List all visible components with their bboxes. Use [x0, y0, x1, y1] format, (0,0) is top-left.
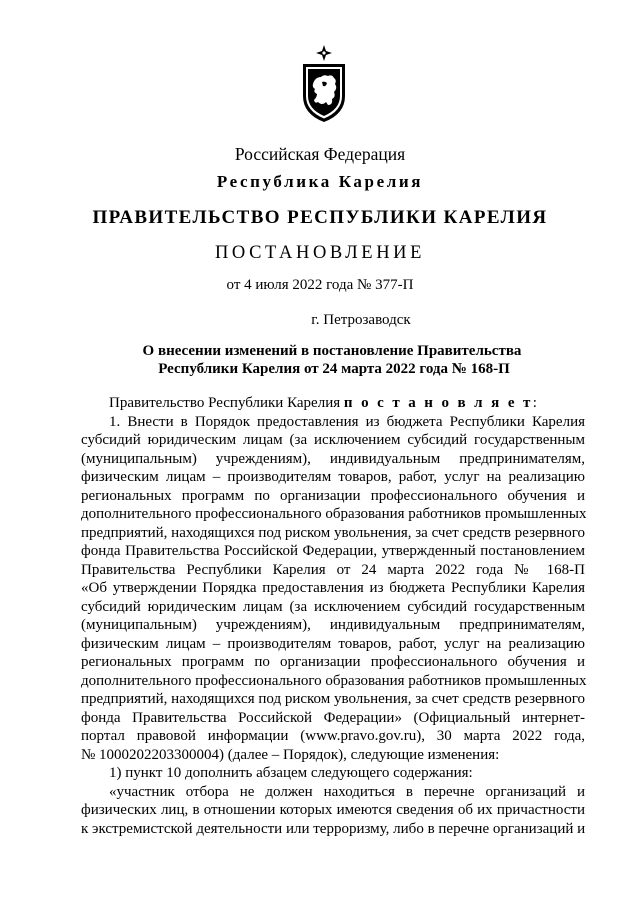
body-line: (муниципальным) учреждениям), индивидуальным предпринимателям, [81, 450, 585, 467]
subject-line-1: О внесении изменений в постановление Правительства [142, 343, 522, 359]
karelia-coat-of-arms-icon [299, 44, 349, 124]
body-line: 1) пункт 10 дополнить абзацем следующего содержания: [109, 765, 473, 781]
body-line: субсидий юридическим лицам (за исключением субсидий государственным [81, 432, 585, 448]
government-title: ПРАВИТЕЛЬСТВО РЕСПУБЛИКИ КАРЕЛИЯ [92, 207, 548, 228]
body-line: предприятий, находящихся под риском увольнения, за счет средств резервного [81, 691, 586, 707]
body-line: региональных программ по организации профессионального обучения и [81, 487, 585, 504]
subject-line-2: Республики Карелия от 24 марта 2022 года № 168-П [158, 361, 510, 377]
body-line: физическим лицам – производителям товаров, работ, услуг на реализацию [81, 469, 585, 485]
body-line: «участник отбора не должен находиться в перечне организаций и [109, 783, 585, 800]
body-line: предприятий, находящихся под риском увольнения, за счет средств резервного [81, 524, 586, 541]
body-line: дополнительного профессионального образования работников промышленных [81, 672, 587, 689]
body-line: субсидий юридическим лицам (за исключением субсидий государственным [81, 598, 585, 615]
body-line: 1. Внести в Порядок предоставления из бюджета Республики Карелия [109, 413, 585, 430]
country-name: Российская Федерация [234, 144, 406, 164]
body-line: Правительства Республики Карелия от 24 марта 2022 года № 168-П [81, 561, 585, 578]
body-line: № 1000202203300004) (далее – Порядок), следующие изменения: [81, 746, 500, 763]
body-line: (муниципальным) учреждениям), индивидуальным предпринимателям, [81, 617, 585, 633]
body-line: «Об утверждении Порядка предоставления из бюджета Республики Карелия [81, 580, 585, 596]
document-body [81, 394, 585, 838]
body-line: физическим лицам – производителям товаров, работ, услуг на реализацию [81, 635, 585, 652]
body-line: портал правовой информации (www.pravo.gov.ru), 30 марта 2022 года, [81, 728, 585, 744]
body-line: к экстремистской деятельности или терроризму, либо в перечне организаций и [81, 820, 586, 837]
body-line: региональных программ по организации профессионального обучения и [81, 654, 585, 670]
body-line: фонда Правительства Российской Федерации, утвержденный постановлением [81, 543, 585, 559]
body-line: дополнительного профессионального образования работников промышленных [81, 506, 587, 522]
city: г. Петрозаводск [311, 312, 411, 328]
body-line: физических лиц, в отношении которых имеются сведения об их причастности [81, 802, 585, 818]
document-type: ПОСТАНОВЛЕНИЕ [214, 243, 426, 263]
body-line: фонда Правительства Российской Федерации» (Официальный интернет- [81, 709, 585, 726]
republic-name: Республика Карелия [216, 172, 424, 191]
preamble: Правительство Республики Карелия п о с т а н о в л я е т: [109, 395, 537, 411]
date-number: от 4 июля 2022 года № 377-П [226, 277, 414, 293]
